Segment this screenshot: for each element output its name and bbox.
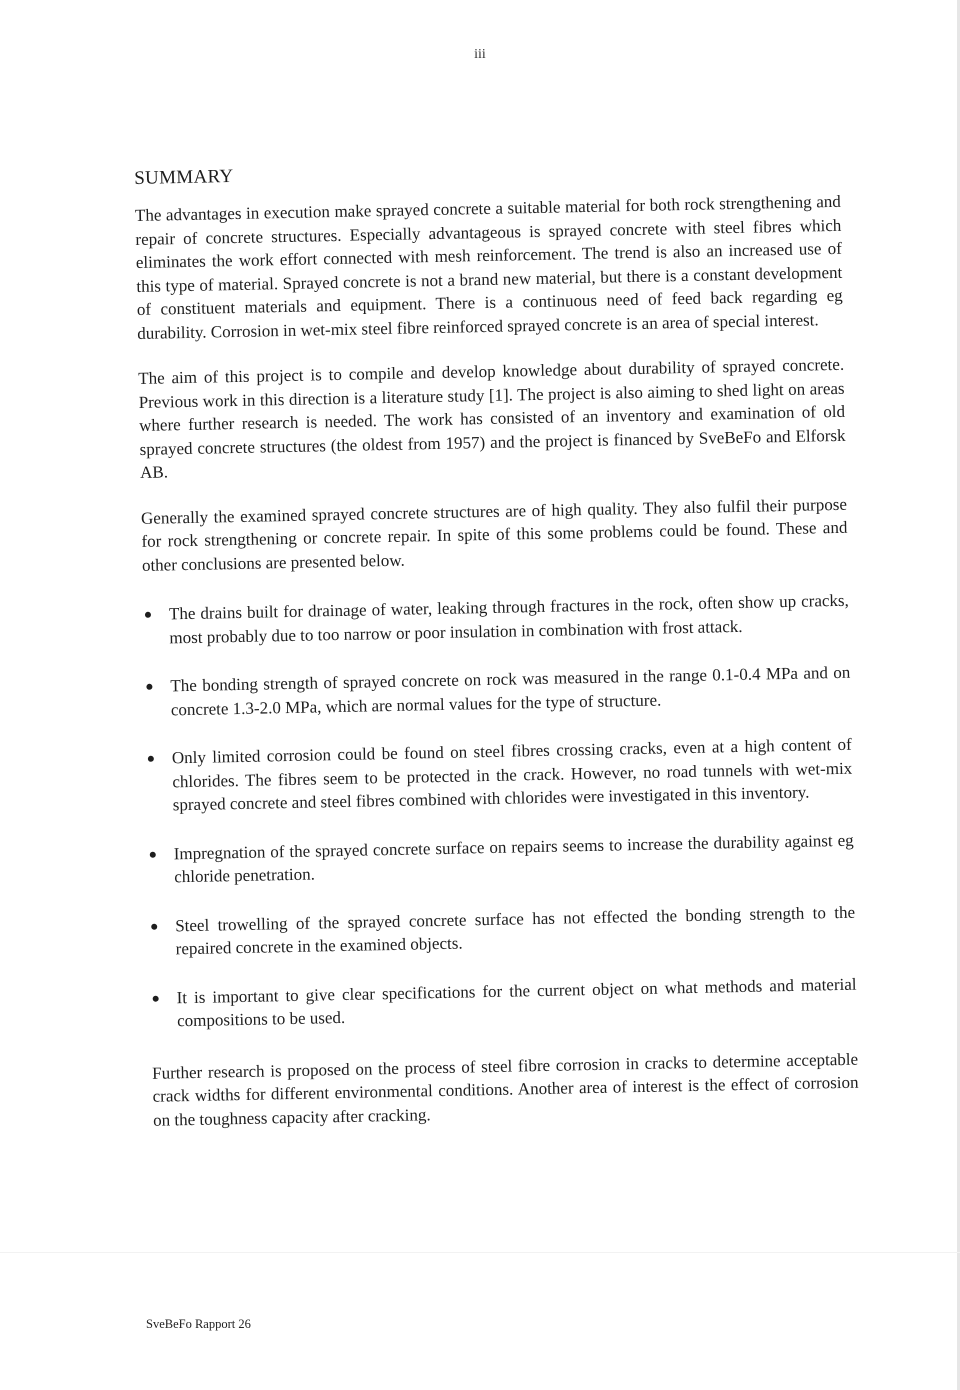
bullet-icon — [145, 612, 151, 618]
paragraph-aim: The aim of this project is to compile and develop knowledge about durability of sprayed concrete. Previous work in this direction is a literature study [1]. The project is also aiming to shed light on areas where further research is needed. The work has consisted of an inventory and examination of old sprayed concrete structures (the oldest from 1957) and the project is financed by SveBeFo and Elforsk AB. — [138, 354, 846, 482]
list-item — [144, 661, 851, 722]
page-number: iii — [474, 47, 486, 62]
list-item-text: It is important to give clear specifications for the current object on what methods and material compositions to be used. — [176, 974, 857, 1031]
section-heading: SUMMARY — [134, 166, 234, 189]
bullet-icon — [150, 851, 156, 857]
conclusions-list — [143, 589, 857, 1034]
list-item-text: Steel trowelling of the sprayed concrete surface has not effected the bonding strength to the repaired concrete in the examined objects. — [175, 902, 856, 959]
list-item-text: Only limited corrosion could be found on steel fibres crossing cracks, even at a high content of chlorides. The fibres seem to be protected in the crack. However, no road tunnels with wet-mix sprayed concrete and steel fibres combined with chlorides were investigated in this inventory. — [171, 734, 853, 815]
summary-section — [134, 154, 860, 1154]
bullet-icon — [146, 684, 152, 690]
list-item — [149, 900, 856, 961]
list-item — [150, 972, 857, 1033]
list-item-text: The drains built for drainage of water, leaking through fractures in the rock, often show up cracks, most probably due to too narrow or poor insulation in combination with frost attack. — [168, 590, 850, 647]
list-item — [148, 828, 855, 889]
list-item-text: Impregnation of the sprayed concrete surface on repairs seems to increase the durability against eg chloride penetration. — [173, 830, 854, 887]
list-item — [143, 589, 850, 650]
scan-fold-line — [0, 1252, 960, 1253]
bullet-icon — [153, 995, 159, 1001]
list-item-text: The bonding strength of sprayed concrete on rock was measured in the range 0.1-0.4 MPa and on concrete 1.3-2.0 MPa, which are normal values for the type of structure. — [170, 662, 851, 719]
paragraph-findings: Generally the examined sprayed concrete structures are of high quality. They also fulfil their purpose for rock strengthening or concrete repair. In spite of this some problems could be found. These and other conclusions are presented below. — [140, 494, 848, 575]
list-item — [146, 733, 853, 818]
paragraph-intro: The advantages in execution make sprayed concrete a suitable material for both rock strengthening and repair of concrete structures. Especially advantageous is sprayed concrete with steel fibres which eliminates the work effort connected with mesh reinforcement. The trend is also an increased use of this type of material. Sprayed concrete is not a brand new material, but there is a constant development of constituent materials and equipment. There is a continuous need of feed back regarding eg durability. Corrosion in wet-mix steel fibre reinforced sprayed concrete is an area of special interest. — [134, 191, 843, 343]
bullet-icon — [151, 923, 157, 929]
paragraph-further-research: Further research is proposed on the process of steel fibre corrosion in cracks to determine acceptable crack widths for different environmental conditions. Another area of interest is the effect of corrosion on the toughness capacity after cracking. — [151, 1049, 859, 1130]
bullet-icon — [148, 756, 154, 762]
report-footer: SveBeFo Rapport 26 — [146, 1317, 251, 1331]
